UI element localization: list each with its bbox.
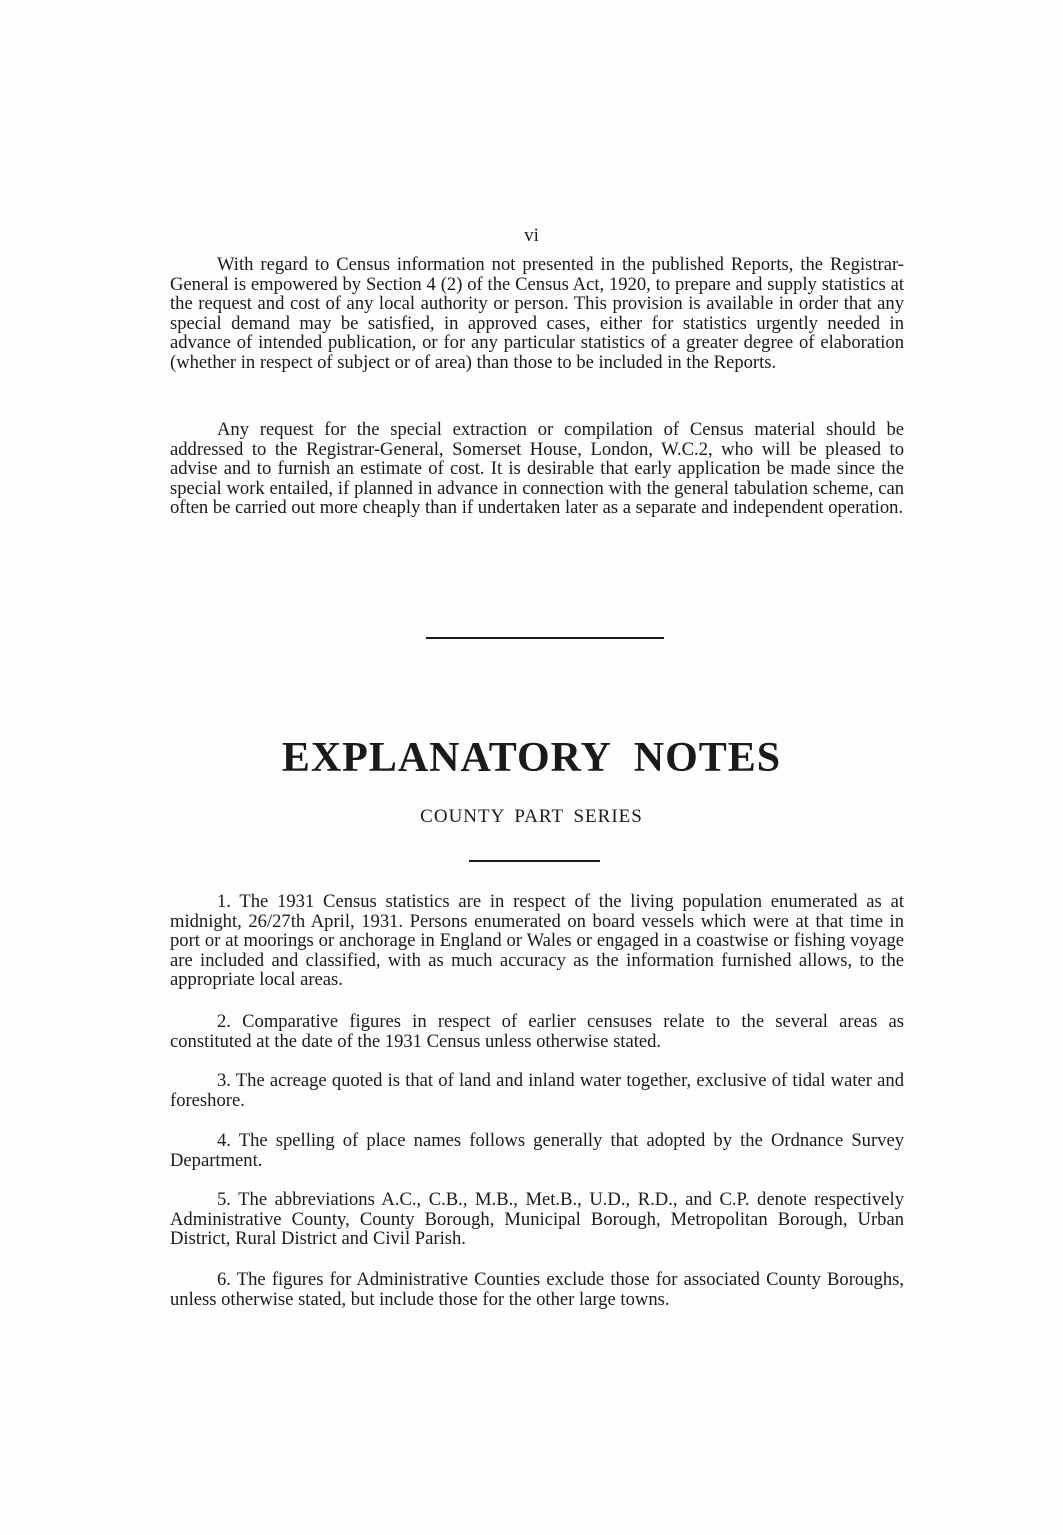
note-4: 4. The spelling of place names follows generally that adopted by the Ordnance Survey Department. <box>170 1130 904 1171</box>
note-6: 6. The figures for Administrative Counties exclude those for associated County Boroughs, unless otherwise stated, but include those for the other large towns. <box>170 1269 904 1310</box>
subtitle-divider-rule <box>469 860 600 862</box>
section-divider-rule <box>426 637 664 639</box>
section-title: EXPLANATORY NOTES <box>281 735 782 781</box>
note-1: 1. The 1931 Census statistics are in respect of the living population enumerated as at midnight, 26/27th April, 1931. Persons enumerated on board vessels which were at that time in port or at moorings or anchorage in England or Wales or engaged in a coastwise or fishing voyage are included and classified, with as much accuracy as the information furnished allows, to the appropriate local areas. <box>170 891 904 991</box>
note-2: 2. Comparative figures in respect of earlier censuses relate to the several areas as constituted at the date of the 1931 Census unless otherwise stated. <box>170 1011 904 1052</box>
section-subtitle: COUNTY PART SERIES <box>420 806 643 827</box>
intro-paragraph-1: With regard to Census information not presented in the published Reports, the Registrar-General is empowered by Section 4 (2) of the Census Act, 1920, to prepare and supply statistics at the request and cost of any local authority or person. This provision is available in order that any special demand may be satisfied, in approved cases, either for statistics urgently needed in advance of intended publication, or for any particular statistics of a greater degree of elaboration (whether in respect of subject or of area) than those to be included in the Reports. <box>170 254 904 373</box>
intro-paragraph-2: Any request for the special extraction or compilation of Census material should be addressed to the Registrar-General, Somerset House, London, W.C.2, who will be pleased to advise and to furnish an estimate of cost. It is desirable that early application be made since the special work entailed, if planned in advance in connection with the general tabulation scheme, can often be carried out more cheaply than if undertaken later as a separate and independent operation. <box>170 419 904 519</box>
page-number: vi <box>524 225 539 246</box>
note-3: 3. The acreage quoted is that of land and inland water together, exclusive of tidal water and foreshore. <box>170 1070 904 1111</box>
note-5: 5. The abbreviations A.C., C.B., M.B., Met.B., U.D., R.D., and C.P. denote respectively Administrative County, County Borough, Municipal Borough, Metropolitan Borough, Urban District, Rural District and Civil Parish. <box>170 1189 904 1250</box>
